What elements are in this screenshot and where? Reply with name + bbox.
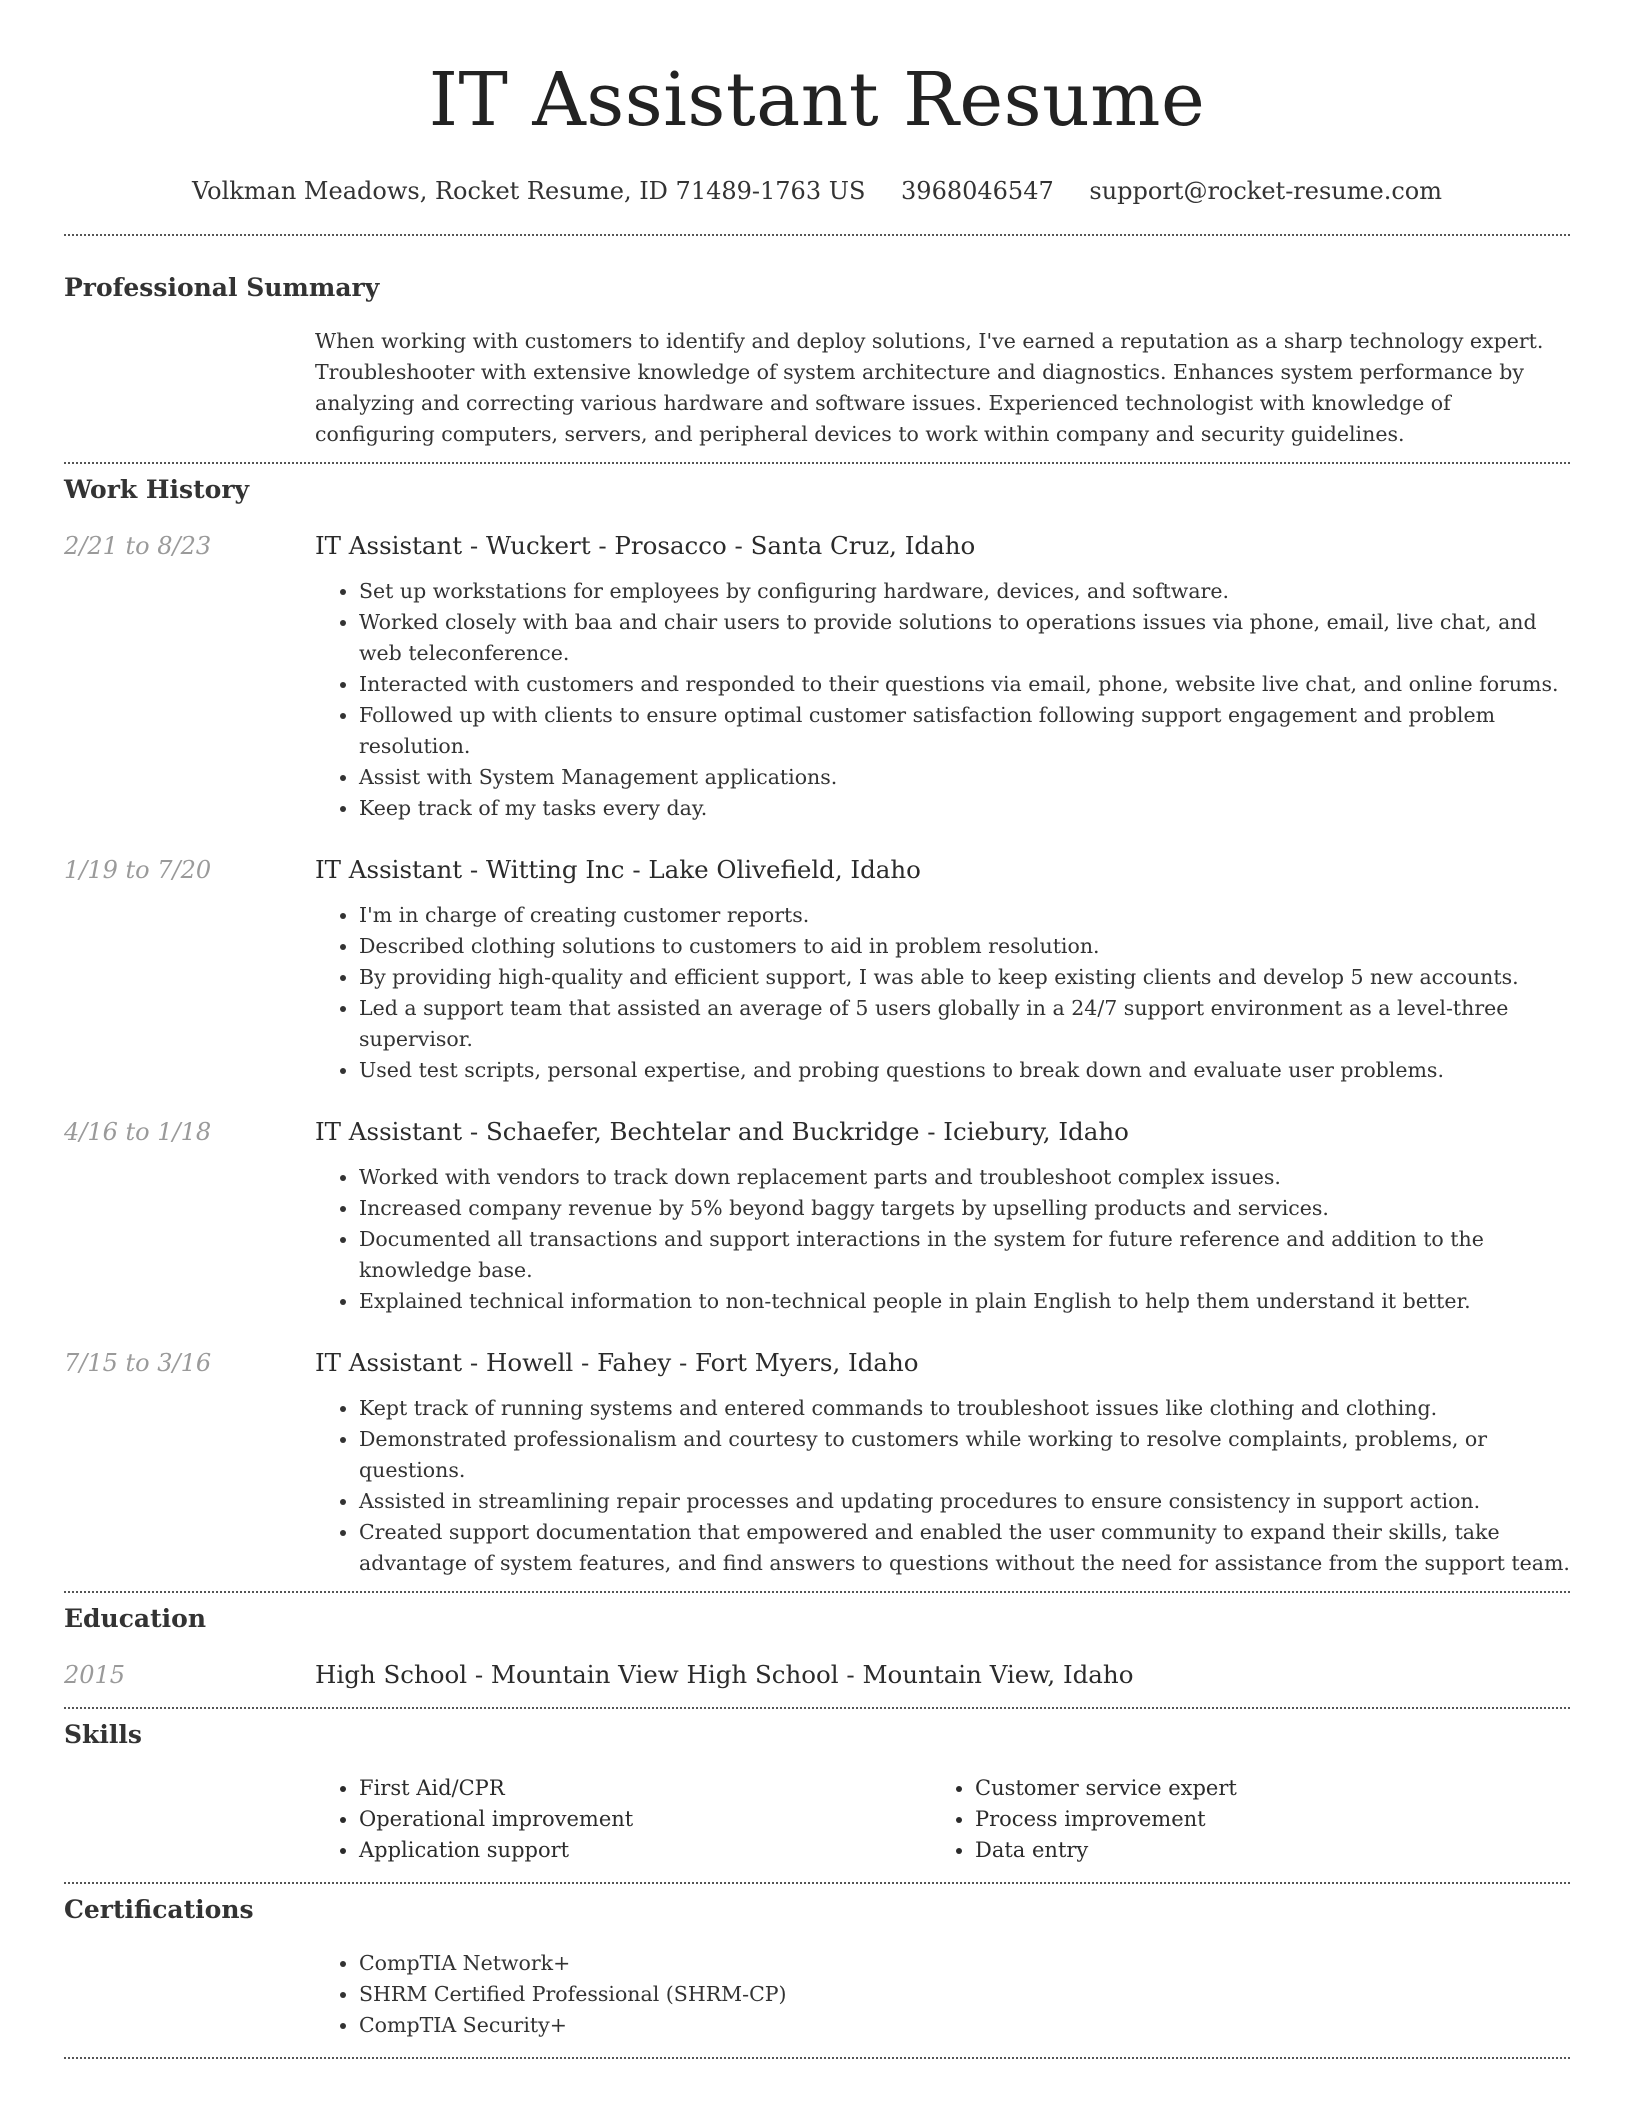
list-item: • Demonstrated professionalism and courtesy to customers while working to resolve complaints, problems, or questions. [359,1424,1570,1486]
skill-item: • Customer service expert [975,1773,1547,1804]
job-date: 1/19 to 7/20 [64,856,212,884]
job-entry [64,1347,1570,1579]
list-item: • Assist with System Management applications. [359,762,1570,793]
job-bullets [315,1393,1570,1579]
list-item: • Set up workstations for employees by configuring hardware, devices, and software. [359,576,1570,607]
summary-heading: Professional Summary [64,273,380,302]
summary-text: When working with customers to identify and deploy solutions, I've earned a reputation as a sharp technology expert. Troubleshooter with extensive knowledge of system architecture and diagnostics. Enhances system performance by analyzing and correcting various hardware and software issues. Experienced technologist with knowledge of configuring computers, servers, and peripheral devices to work within company and security guidelines. [315,329,1544,446]
job-entry [64,530,1570,824]
list-item: • Worked closely with baa and chair users to provide solutions to operations issues via phone, email, live chat, and web teleconference. [359,607,1570,669]
contact-address: Volkman Meadows, Rocket Resume, ID 71489-1763 US [191,177,866,205]
certification-item: • SHRM Certified Professional (SHRM-CP) [359,1979,1570,2010]
skill-item: • Operational improvement [359,1804,931,1835]
certification-item: • CompTIA Security+ [359,2010,1570,2041]
certification-item: • CompTIA Network+ [359,1948,1570,1979]
education-section [64,1593,1570,1691]
education-date: 2015 [64,1661,126,1689]
job-title: IT Assistant - Witting Inc - Lake Olivefield, Idaho [315,855,921,884]
list-item: • Created support documentation that empowered and enabled the user community to expand their skills, take advantage of system features, and find answers to questions without the need for assistance from the support team. [359,1517,1570,1579]
education-entry [64,1659,1570,1691]
job-bullets [315,900,1570,1086]
list-item: • Used test scripts, personal expertise, and probing questions to break down and evaluate user problems. [359,1055,1570,1086]
work-history-heading: Work History [64,475,250,504]
education-title: High School - Mountain View High School - Mountain View, Idaho [315,1660,1134,1689]
education-heading: Education [64,1604,207,1633]
list-item: • Keep track of my tasks every day. [359,793,1570,824]
skill-item: • Application support [359,1835,931,1866]
job-date: 4/16 to 1/18 [64,1118,212,1146]
list-item: • Documented all transactions and support interactions in the system for future reference and addition to the knowledge base. [359,1224,1570,1286]
job-bullets [315,576,1570,824]
contact-phone: 3968046547 [901,177,1054,205]
list-item: • Increased company revenue by 5% beyond baggy targets by upselling products and services. [359,1193,1570,1224]
list-item: • Interacted with customers and responded to their questions via email, phone, website live chat, and online forums. [359,669,1570,700]
list-item: • Led a support team that assisted an average of 5 users globally in a 24/7 support environment as a level-three supervisor. [359,993,1570,1055]
certifications-heading: Certifications [64,1895,254,1924]
contact-line [64,176,1570,206]
list-item: • Assisted in streamlining repair processes and updating procedures to ensure consistency in support action. [359,1486,1570,1517]
job-entry [64,854,1570,1086]
skill-item: • First Aid/CPR [359,1773,931,1804]
certifications-section [64,1884,1570,2041]
skills-heading: Skills [64,1720,142,1749]
job-bullets [315,1162,1570,1317]
resume-page [64,0,1570,2059]
list-item: • Explained technical information to non-technical people in plain English to help them understand it better. [359,1286,1570,1317]
job-title: IT Assistant - Howell - Fahey - Fort Myers, Idaho [315,1348,919,1377]
job-title: IT Assistant - Wuckert - Prosacco - Santa Cruz, Idaho [315,531,976,560]
job-entry [64,1116,1570,1317]
certifications-list [315,1948,1570,2041]
skills-list-right [931,1773,1547,1866]
list-item: • Kept track of running systems and entered commands to troubleshoot issues like clothing and clothing. [359,1393,1570,1424]
list-item: • I'm in charge of creating customer reports. [359,900,1570,931]
work-history-section [64,464,1570,1579]
contact-email: support@rocket-resume.com [1089,177,1442,205]
list-item: • Described clothing solutions to customers to aid in problem resolution. [359,931,1570,962]
list-item: • Followed up with clients to ensure optimal customer satisfaction following support engagement and problem resolution. [359,700,1570,762]
skills-section [64,1709,1570,1866]
job-date: 7/15 to 3/16 [64,1349,212,1377]
skill-item: • Process improvement [975,1804,1547,1835]
summary-section [64,236,1570,450]
divider [64,2057,1570,2059]
job-title: IT Assistant - Schaefer, Bechtelar and Buckridge - Iciebury, Idaho [315,1117,1129,1146]
skill-item: • Data entry [975,1835,1547,1866]
job-date: 2/21 to 8/23 [64,532,212,560]
skills-list-left [315,1773,931,1866]
page-title: IT Assistant Resume [428,57,1206,143]
list-item: • By providing high-quality and efficient support, I was able to keep existing clients and develop 5 new accounts. [359,962,1570,993]
list-item: • Worked with vendors to track down replacement parts and troubleshoot complex issues. [359,1162,1570,1193]
